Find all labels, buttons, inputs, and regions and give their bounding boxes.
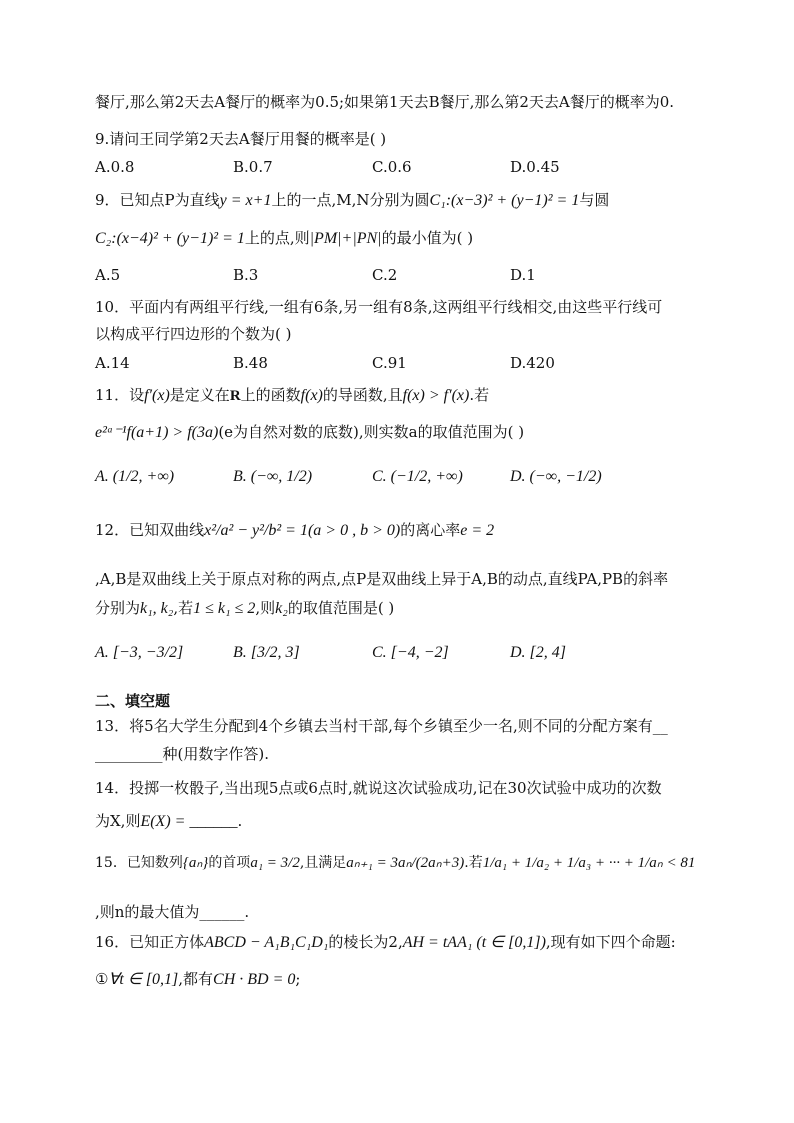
q11-option-a: A. (1/2, +∞): [95, 468, 175, 485]
q12-eccentricity: e = 2: [460, 522, 495, 539]
q9-text: 9．已知点P为直线: [95, 191, 220, 209]
q16-line1: [95, 932, 676, 953]
q11-option-d: D. (−∞, −1/2): [510, 468, 602, 485]
q11-line1: [95, 385, 489, 406]
q9-text: 上的点,则: [244, 229, 310, 247]
q16-text: ,现有如下四个命题:: [545, 933, 676, 951]
q8-option-d: D.0.45: [510, 158, 560, 176]
q11-text: 11．设: [95, 386, 145, 404]
q10-option-b: B.48: [233, 354, 268, 372]
q12-line2: ,A,B是双曲线上关于原点对称的两点,点P是双曲线上异于A,B的动点,直线PA,PB的斜率: [95, 570, 669, 588]
q9-circle2-equation: C₂:(x−4)² + (y−1)² = 1: [95, 230, 245, 247]
q12-hyperbola-equation: x²/a² − y²/b² = 1(a > 0 , b > 0): [204, 522, 401, 539]
q16-proposition-number: ①: [95, 970, 109, 988]
q13-line1: 13．将5名大学生分配到4个乡镇去当村干部,每个乡镇至少一名,则不同的分配方案有__: [95, 717, 668, 735]
q9-text: 的最小值为( ): [381, 229, 474, 247]
q11-text: 是定义在: [169, 386, 230, 404]
q12-slope-range: 1 ≤ k₁ ≤ 2: [193, 600, 256, 617]
q9-option-a: A.5: [95, 266, 121, 284]
q9-line-equation: y = x+1: [219, 192, 272, 209]
q9-circle1-equation: C₁:(x−3)² + (y−1)² = 1: [429, 192, 580, 209]
q14-text: .: [237, 812, 243, 830]
q16-text: 的棱长为2,: [328, 933, 403, 951]
q16-cube: ABCD − A₁B₁C₁D₁: [204, 934, 329, 951]
q15-sum-inequality: 1/a₁ + 1/a₂ + 1/a₃ + ··· + 1/aₙ < 81: [482, 855, 696, 871]
q16-dot-product: CH · BD = 0: [213, 971, 296, 988]
q11-derivative: f′(x): [144, 387, 170, 404]
q16-vector-relation: AH = tAA₁ (t ∈ [0,1]): [402, 934, 546, 951]
q8-continuation-line2: 9.请问王同学第2天去A餐厅用餐的概率是( ): [95, 130, 387, 148]
q12-option-d: D. [2, 4]: [510, 644, 567, 661]
q12-option-c: C. [−4, −2]: [372, 644, 449, 661]
q9-text: 与圆: [579, 191, 610, 209]
q10-option-a: A.14: [95, 354, 130, 372]
q9-option-b: B.3: [233, 266, 259, 284]
q8-option-a: A.0.8: [95, 158, 135, 176]
q15-text: .若: [464, 855, 483, 871]
q12-option-a: A. [−3, −3/2]: [95, 644, 184, 661]
q12-text: ,则: [255, 599, 276, 617]
q8-continuation-line1: 餐厅,那么第2天去A餐厅的概率为0.5;如果第1天去B餐厅,那么第2天去A餐厅的概率为0.: [95, 93, 675, 111]
q11-real-set: R: [229, 388, 241, 404]
q9-line1: [95, 190, 609, 211]
q12-text: 12．已知双曲线: [95, 521, 205, 539]
q11-text: (e为自然对数的底数),则实数a的取值范围为( ): [218, 423, 525, 441]
q13-line2: _________种(用数字作答).: [95, 745, 269, 763]
q8-option-c: C.0.6: [372, 158, 412, 176]
q11-line2: [95, 422, 524, 443]
q9-line2: [95, 228, 473, 249]
section-title-fill-in: 二、填空题: [95, 692, 171, 710]
q10-option-d: D.420: [510, 354, 555, 372]
q11-inequality: f(x) > f′(x): [402, 387, 470, 404]
q16-text: ,都有: [178, 970, 214, 988]
q11-condition: e²ᵃ⁻¹f(a+1) > f(3a): [95, 424, 219, 441]
q16-line2: [95, 969, 300, 990]
q14-line2: [95, 811, 242, 832]
q12-option-b: B. [3/2, 3]: [233, 644, 300, 661]
q15-text: 的首项: [208, 855, 251, 871]
q10-option-c: C.91: [372, 354, 407, 372]
q15-line2: ,则n的最大值为______.: [95, 903, 250, 921]
q15-sequence: {aₙ}: [182, 855, 209, 871]
q12-slope-k2: k₂: [275, 600, 288, 617]
q12-line1: [95, 520, 494, 541]
q12-text: 的离心率: [400, 521, 461, 539]
q14-line1: 14．投掷一枚骰子,当出现5点或6点时,就说这次试验成功,记在30次试验中成功的次数: [95, 779, 662, 797]
q15-line1: [95, 853, 695, 873]
q10-line2: 以构成平行四边形的个数为( ): [95, 325, 292, 343]
q11-option-b: B. (−∞, 1/2): [233, 468, 313, 485]
q16-text: ;: [295, 970, 301, 988]
q9-expression: |PM|+|PN|: [309, 230, 382, 247]
q11-option-c: C. (−1/2, +∞): [372, 468, 463, 485]
q12-line3: [95, 598, 394, 619]
q15-text: ,且满足: [299, 855, 347, 871]
q12-text: 分别为: [95, 599, 141, 617]
q14-text: 为X,则: [95, 812, 141, 830]
q12-text: 的取值范围是( ): [287, 599, 395, 617]
q15-text: 15．已知数列: [95, 855, 183, 871]
q11-text: 上的函数: [240, 386, 301, 404]
q16-forall: ∀t ∈ [0,1]: [108, 971, 179, 988]
q11-text: 的导函数,且: [322, 386, 403, 404]
q9-text: 上的一点,M,N分别为圆: [271, 191, 430, 209]
q9-option-d: D.1: [510, 266, 536, 284]
q14-expectation: E(X) = ______: [140, 813, 238, 830]
q15-recurrence: aₙ₊₁ = 3aₙ/(2aₙ+3): [346, 855, 465, 871]
q12-slopes: k₁, k₂: [140, 600, 174, 617]
q10-line1: 10．平面内有两组平行线,一组有6条,另一组有8条,这两组平行线相交,由这些平行线可: [95, 298, 663, 316]
q8-option-b: B.0.7: [233, 158, 273, 176]
q11-function: f(x): [300, 387, 323, 404]
q16-text: 16．已知正方体: [95, 933, 205, 951]
q12-text: ,若: [173, 599, 194, 617]
q11-text: .若: [469, 386, 490, 404]
q9-option-c: C.2: [372, 266, 398, 284]
q15-first-term: a₁ = 3/2: [250, 855, 300, 871]
